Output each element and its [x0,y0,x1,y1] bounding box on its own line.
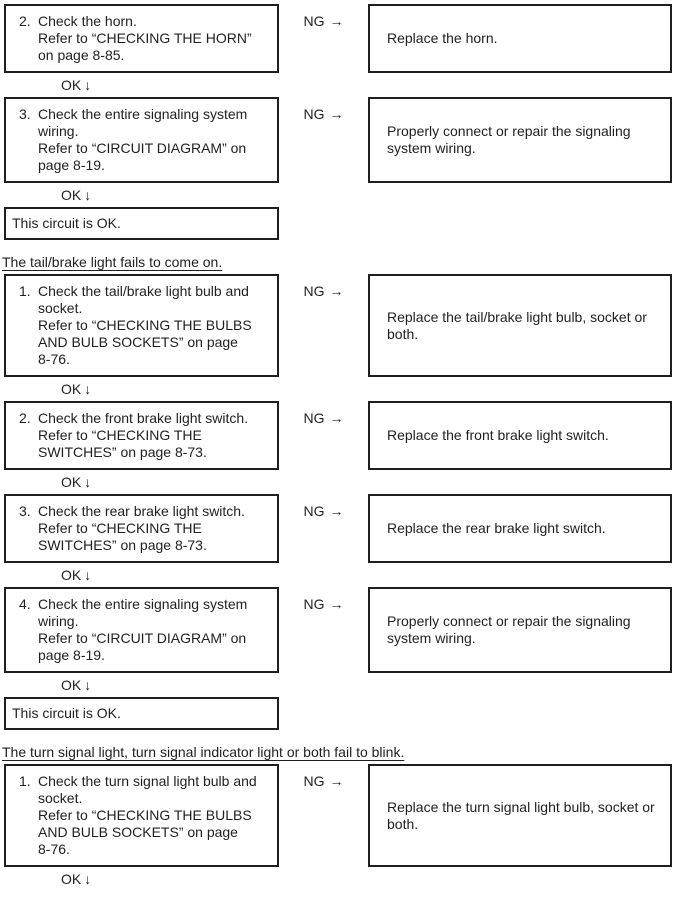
step-text-line: Refer to “CIRCUIT DIAGRAM” on [38,630,247,646]
result-box [368,274,672,377]
ok-connector [4,673,672,697]
ok-connector [4,183,672,207]
result-box [368,401,672,470]
step-text-line: Check the entire signaling system [38,106,248,122]
flow-row [4,587,672,673]
step-text-line: Check the entire signaling system [38,596,248,612]
ng-label [279,587,368,673]
ok-text: OK [61,473,82,490]
ng-text: NG [303,106,325,122]
arrow-down-icon: ↓ [84,76,92,93]
step-text [38,410,273,461]
step-text [38,503,273,554]
section-heading [2,254,672,271]
ng-label [279,4,368,73]
step-text [38,773,273,858]
ng-text: NG [303,13,325,29]
result-text-line: both. [387,325,419,342]
step-box [4,587,279,673]
ng-label [279,764,368,867]
result-text-line: Replace the tail/brake light bulb, socket or [387,308,647,325]
result-text-line: Replace the front brake light switch. [387,427,609,443]
step-text-line: AND BULB SOCKETS” on page [38,824,238,840]
step-number: 1. [19,283,31,299]
step-text-line: AND BULB SOCKETS” on page [38,334,238,350]
section-heading-text: The turn signal light, turn signal indicator light or both fail to blink. [2,744,405,760]
step-text-line: Refer to “CHECKING THE BULBS [38,317,252,333]
arrow-down-icon: ↓ [84,566,92,583]
ng-text: NG [303,410,325,426]
ok-text: OK [61,870,82,887]
step-text-line: 8-76. [38,841,70,857]
arrow-right-icon: → [329,283,344,299]
step-box [4,4,279,73]
step-text-line: socket. [38,300,83,316]
step-text-line: Check the front brake light switch. [38,410,249,426]
ng-label [279,494,368,563]
result-box [368,587,672,673]
result-box [368,4,672,73]
step-box [4,97,279,183]
flow-row [4,97,672,183]
flow-row [4,764,672,867]
step-box [4,401,279,470]
end-box-text: This circuit is OK. [12,215,121,231]
step-text-line: wiring. [38,613,79,629]
ok-text: OK [61,76,82,93]
step-text [38,13,273,64]
arrow-right-icon: → [329,13,344,29]
step-text-line: page 8-19. [38,647,105,663]
ok-connector [4,867,672,891]
result-text-line: both. [387,815,419,832]
step-box [4,764,279,867]
arrow-down-icon: ↓ [84,380,92,397]
arrow-right-icon: → [329,596,344,612]
arrow-right-icon: → [329,410,344,426]
step-box [4,494,279,563]
ng-text: NG [303,503,325,519]
step-text [38,106,273,174]
step-text-line: on page 8-85. [38,47,125,63]
flow-row [4,401,672,470]
result-text-line: Replace the rear brake light switch. [387,520,606,536]
step-number: 3. [19,503,31,519]
end-box [4,697,279,730]
arrow-right-icon: → [329,773,344,789]
flow-row [4,4,672,73]
step-text-line: SWITCHES” on page 8-73. [38,537,207,553]
step-text-line: wiring. [38,123,79,139]
arrow-down-icon: ↓ [84,186,92,203]
ng-label [279,401,368,470]
arrow-down-icon: ↓ [84,676,92,693]
step-text-line: Refer to “CHECKING THE [38,520,202,536]
flow-row [4,274,672,377]
step-text-line: page 8-19. [38,157,105,173]
step-text-line: 8-76. [38,351,70,367]
result-box [368,97,672,183]
step-number: 2. [19,13,31,29]
step-text-line: socket. [38,790,83,806]
ok-connector [4,563,672,587]
step-text-line: Refer to “CHECKING THE BULBS [38,807,252,823]
result-text-line: Replace the turn signal light bulb, socket or [387,798,655,815]
step-text-line: Check the turn signal light bulb and [38,773,257,789]
step-text-line: Refer to “CHECKING THE [38,427,202,443]
end-box [4,207,279,240]
step-text-line: Refer to “CHECKING THE HORN” [38,30,252,46]
ng-text: NG [303,283,325,299]
result-text-line: Properly connect or repair the signaling [387,613,631,629]
step-text [38,596,273,664]
step-text [38,283,273,368]
result-text-line: system wiring. [387,140,476,156]
end-box-text: This circuit is OK. [12,705,121,721]
ok-connector [4,73,672,97]
arrow-down-icon: ↓ [84,473,92,490]
step-text-line: Check the horn. [38,13,137,29]
step-text-line: Check the tail/brake light bulb and [38,283,249,299]
section-heading-text: The tail/brake light fails to come on. [2,254,223,270]
result-box [368,764,672,867]
flow-row [4,494,672,563]
ok-text: OK [61,566,82,583]
step-text-line: Check the rear brake light switch. [38,503,245,519]
ok-text: OK [61,380,82,397]
step-text-line: Refer to “CIRCUIT DIAGRAM” on [38,140,247,156]
result-text-line: system wiring. [387,630,476,646]
ok-text: OK [61,186,82,203]
result-box [368,494,672,563]
step-box [4,274,279,377]
step-number: 2. [19,410,31,426]
ok-connector [4,470,672,494]
ng-text: NG [303,596,325,612]
ng-label [279,97,368,183]
section-heading [2,744,672,761]
ng-label [279,274,368,377]
step-number: 3. [19,106,31,122]
arrow-right-icon: → [329,503,344,519]
ok-connector [4,377,672,401]
step-number: 1. [19,773,31,789]
ok-text: OK [61,676,82,693]
step-number: 4. [19,596,31,612]
result-text-line: Properly connect or repair the signaling [387,123,631,139]
result-text-line: Replace the horn. [387,30,498,46]
arrow-right-icon: → [329,106,344,122]
step-text-line: SWITCHES” on page 8-73. [38,444,207,460]
ng-text: NG [303,773,325,789]
arrow-down-icon: ↓ [84,870,92,887]
